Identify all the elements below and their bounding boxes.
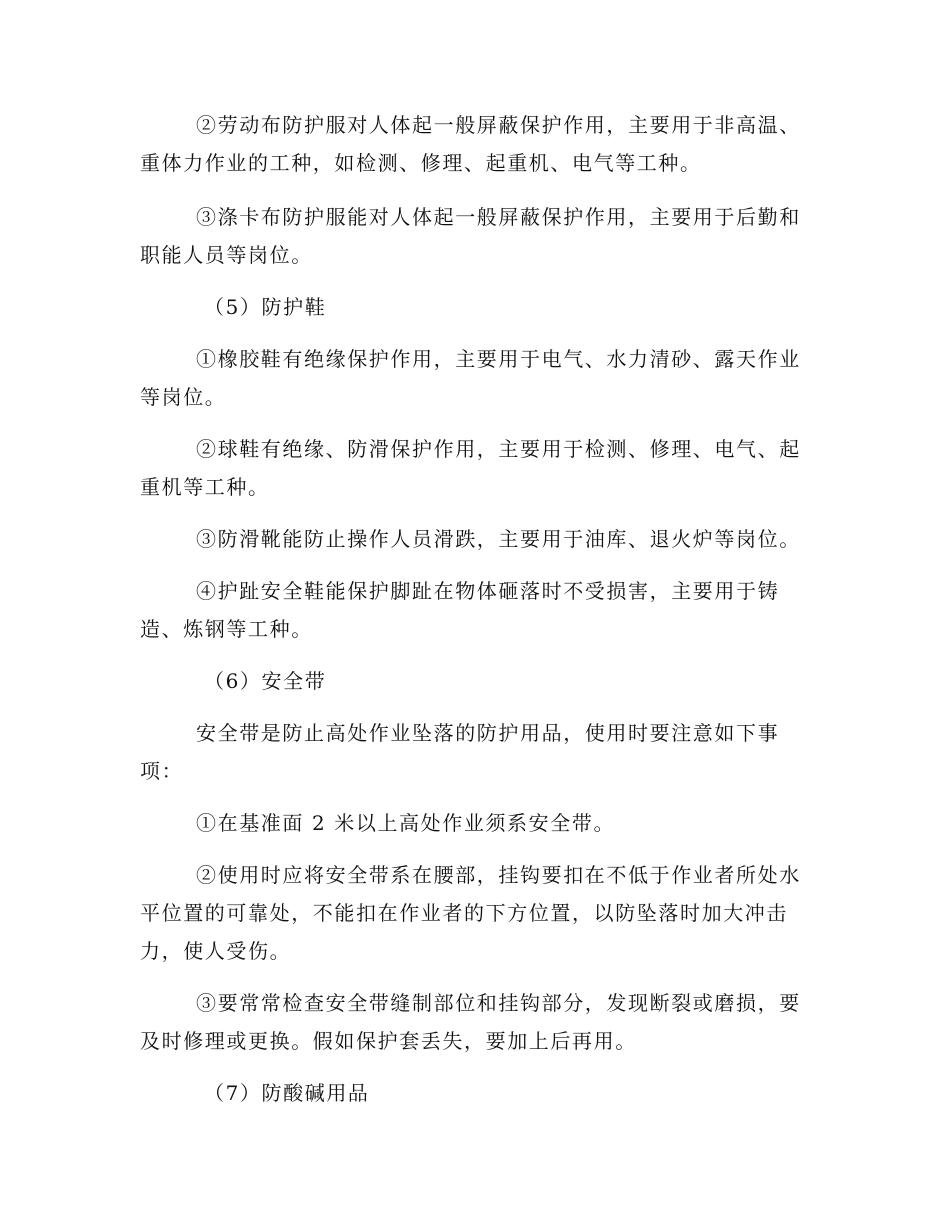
text-line: 等岗位。 bbox=[140, 385, 227, 409]
text-line: ④护趾安全鞋能保护脚趾在物体砸落时不受损害，主要用于铸 bbox=[196, 579, 780, 603]
text-line: ③要常常检查安全带缝制部位和挂钩部分，发现断裂或磨损，要 bbox=[196, 991, 801, 1015]
text-line: ①橡胶鞋有绝缘保护作用，主要用于电气、水力清砂、露天作业 bbox=[196, 347, 801, 371]
text-line: 安全带是防止高处作业坠落的防护用品，使用时要注意如下事 bbox=[196, 721, 780, 745]
text-line: 及时修理或更换。假如保护套丢失，要加上后再用。 bbox=[140, 1029, 637, 1053]
text-line: ②劳动布防护服对人体起一般屏蔽保护作用，主要用于非高温、 bbox=[196, 113, 801, 137]
section-heading: （6）安全带 bbox=[204, 669, 327, 693]
text-line: 力，使人受伤。 bbox=[140, 939, 292, 963]
text-line: 重体力作业的工种，如检测、修理、起重机、电气等工种。 bbox=[140, 151, 702, 175]
text-line: ③防滑靴能防止操作人员滑跌，主要用于油库、退火炉等岗位。 bbox=[196, 527, 801, 551]
text-line: 项： bbox=[140, 759, 184, 783]
section-heading: （7）防酸碱用品 bbox=[204, 1081, 370, 1105]
text-line: ②球鞋有绝缘、防滑保护作用，主要用于检测、修理、电气、起 bbox=[196, 437, 801, 461]
text-line: ①在基准面 2 米以上高处作业须系安全带。 bbox=[196, 811, 616, 835]
text-line: 平位置的可靠处，不能扣在作业者的下方位置，以防坠落时加大冲击 bbox=[140, 901, 788, 925]
text-line: ③涤卡布防护服能对人体起一般屏蔽保护作用，主要用于后勤和 bbox=[196, 205, 801, 229]
text-line: ②使用时应将安全带系在腰部，挂钩要扣在不低于作业者所处水 bbox=[196, 863, 801, 887]
text-line: 职能人员等岗位。 bbox=[140, 243, 313, 267]
text-line: 重机等工种。 bbox=[140, 475, 270, 499]
text-line: 造、炼钢等工种。 bbox=[140, 617, 313, 641]
section-heading: （5）防护鞋 bbox=[204, 295, 327, 319]
